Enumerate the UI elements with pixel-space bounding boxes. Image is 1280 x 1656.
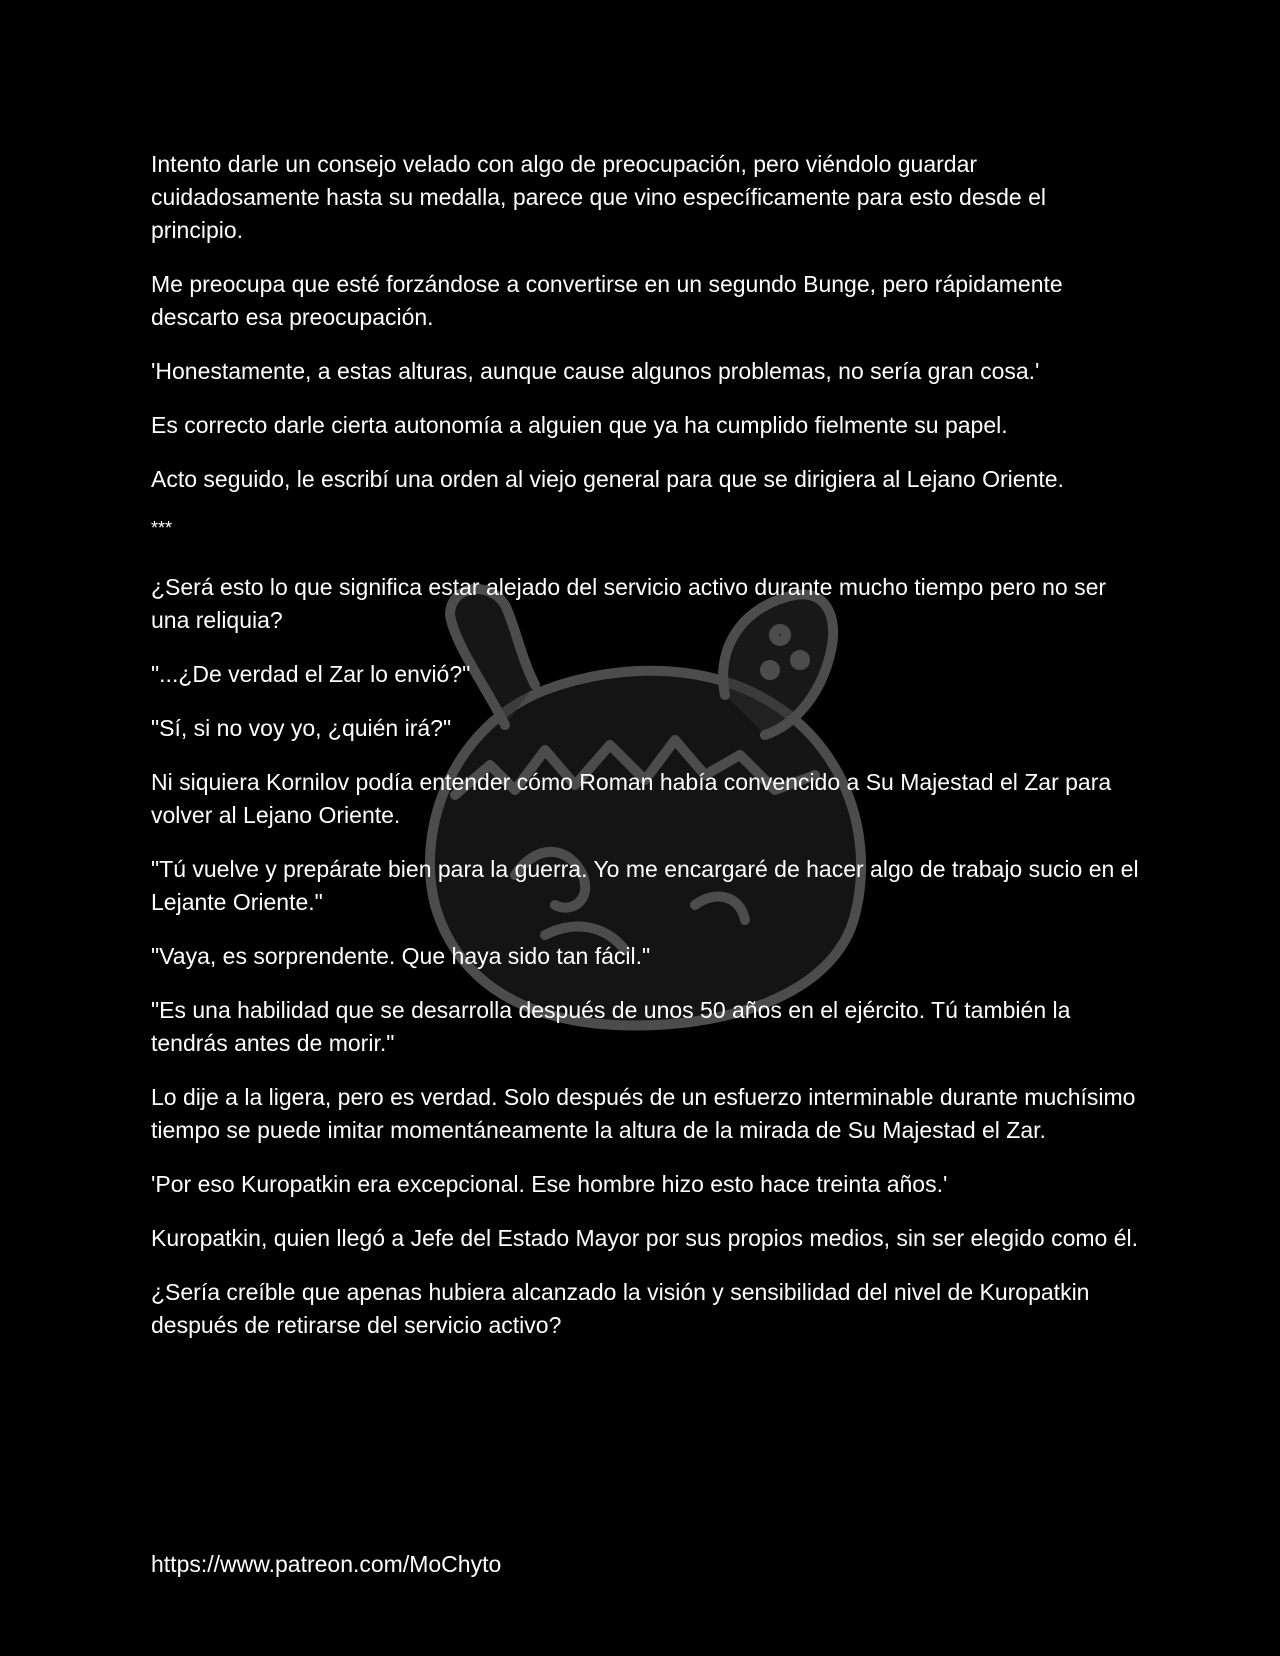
paragraph: Me preocupa que esté forzándose a convertirse en un segundo Bunge, pero rápidamente descarto esa preocupación. [151,271,1063,330]
text-body [151,148,1141,1363]
paragraph: Acto seguido, le escribí una orden al viejo general para que se dirigiera al Lejano Oriente. [151,466,1064,492]
paragraph: 'Honestamente, a estas alturas, aunque cause algunos problemas, no sería gran cosa.' [151,358,1040,384]
paragraph: "...¿De verdad el Zar lo envió?" [151,661,471,687]
paragraph: 'Por eso Kuropatkin era excepcional. Ese hombre hizo esto hace treinta años.' [151,1171,948,1197]
paragraph: "Tú vuelve y prepárate bien para la guerra. Yo me encargaré de hacer algo de trabajo sucio en el Lejante Oriente." [151,856,1139,915]
paragraph: ¿Sería creíble que apenas hubiera alcanzado la visión y sensibilidad del nivel de Kuropatkin después de retirarse del servicio activo? [151,1279,1090,1338]
scene-separator: *** [151,518,173,538]
paragraph: Es correcto darle cierta autonomía a alguien que ya ha cumplido fielmente su papel. [151,412,1008,438]
paragraph: "Vaya, es sorprendente. Que haya sido tan fácil." [151,943,651,969]
paragraph: "Sí, si no voy yo, ¿quién irá?" [151,715,452,741]
paragraph: Intento darle un consejo velado con algo de preocupación, pero viéndolo guardar cuidadosamente hasta su medalla, parece que vino específicamente para esto desde el principio. [151,151,1047,243]
paragraph: Lo dije a la ligera, pero es verdad. Solo después de un esfuerzo interminable durante muchísimo tiempo se puede imitar momentáneamente la altura de la mirada de Su Majestad el Zar. [151,1084,1136,1143]
paragraph: "Es una habilidad que se desarrolla después de unos 50 años en el ejército. Tú también la tendrás antes de morir." [151,997,1071,1056]
paragraph: ¿Será esto lo que significa estar alejado del servicio activo durante mucho tiempo pero no ser una reliquia? [151,574,1107,633]
paragraph: Ni siquiera Kornilov podía entender cómo Roman había convencido a Su Majestad el Zar para volver al Lejano Oriente. [151,769,1112,828]
paragraph: Kuropatkin, quien llegó a Jefe del Estado Mayor por sus propios medios, sin ser elegido como él. [151,1225,1138,1251]
patreon-link[interactable]: https://www.patreon.com/MoChyto [151,1551,502,1577]
